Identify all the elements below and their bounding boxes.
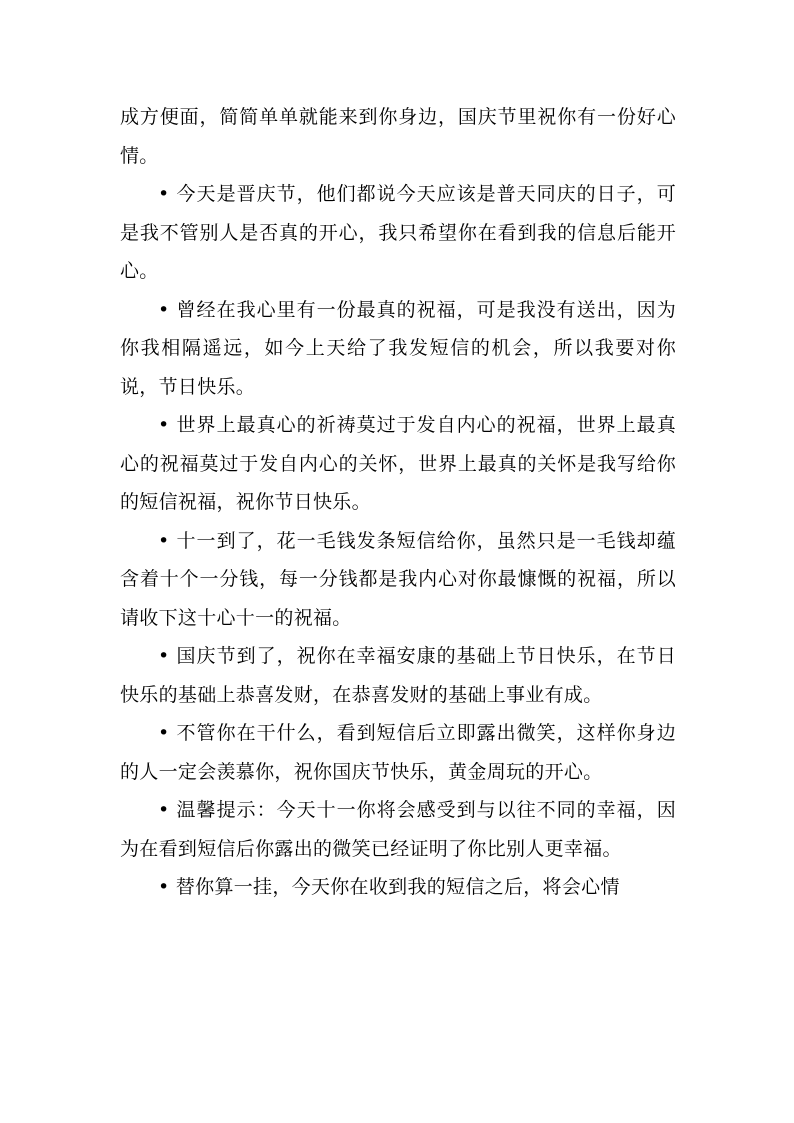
bullet-paragraph: • 今天是晋庆节，他们都说今天应该是普天同庆的日子，可是我不管别人是否真的开心，我只希望你在看到我的信息后能开心。 [120,183,676,282]
bullet-paragraph: • 曾经在我心里有一份最真的祝福，可是我没有送出，因为你我相隔遥远，如今上天给了我发短信的机会，所以我要对你说，节日快乐。 [120,298,676,398]
bullet-paragraph: • 世界上最真心的祈祷莫过于发自内心的祝福，世界上最真心的祝福莫过于发自内心的关怀，世界上最真的关怀是我写给你的短信祝福，祝你节日快乐。 [120,414,676,513]
bullet-paragraph: • 国庆节到了，祝你在幸福安康的基础上节日快乐，在节日快乐的基础上恭喜发财，在恭喜发财的基础上事业有成。 [120,645,676,706]
paragraph-continuation: 成方便面，简简单单就能来到你身边，国庆节里祝你有一份好心情。 [120,106,676,167]
bullet-paragraph: • 替你算一挂，今天你在收到我的短信之后，将会心情 [158,876,620,898]
bullet-paragraph: • 十一到了，花一毛钱发条短信给你，虽然只是一毛钱却蕴含着十个一分钱，每一分钱都是我内心对你最慷慨的祝福，所以请收下这十心十一的祝福。 [120,529,676,629]
bullet-paragraph: • 不管你在干什么，看到短信后立即露出微笑，这样你身边的人一定会羡慕你，祝你国庆节快乐，黄金周玩的开心。 [120,722,676,783]
document-body [120,98,676,907]
bullet-paragraph: • 温馨提示：今天十一你将会感受到与以往不同的幸福，因为在看到短信后你露出的微笑已经证明了你比别人更幸福。 [120,799,676,860]
